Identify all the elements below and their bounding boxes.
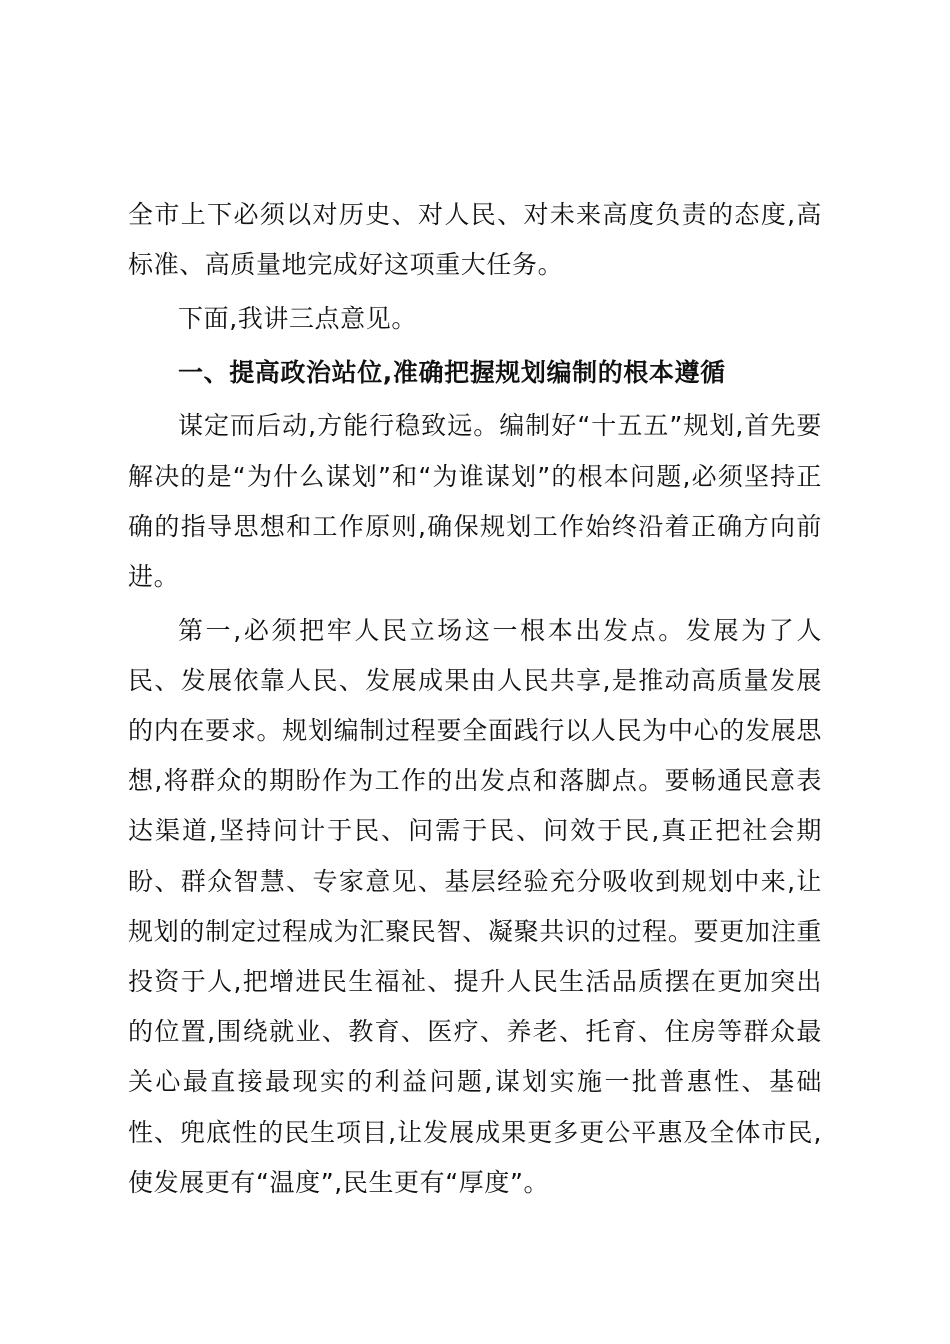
document-body [128,190,822,1208]
paragraph-continuation: 全市上下必须以对历史、对人民、对未来高度负责的态度,高标准、高质量地完成好这项重大任务。 [128,200,822,280]
section-heading: 一、提高政治站位,准确把握规划编制的根本遵循 [178,357,726,387]
paragraph-intro: 下面,我讲三点意见。 [178,303,417,333]
paragraph-point-one: 第一,必须把牢人民立场这一根本出发点。发展为了人民、发展依靠人民、发展成果由人民共享,是推动高质量发展的内在要求。规划编制过程要全面践行以人民为中心的发展思想,将群众的期盼作为工作的出发点和落脚点。要畅通民意表达渠道,坚持问计于民、问需于民、问效于民,真正把社会期盼、群众智慧、专家意见、基层经验充分吸收到规划中来,让规划的制定过程成为汇聚民智、凝聚共识的过程。要更加注重投资于人,把增进民生福祉、提升人民生活品质摆在更加突出的位置,围绕就业、教育、医疗、养老、托育、住房等群众最关心最直接最现实的利益问题,谋划实施一批普惠性、基础性、兜底性的民生项目,让发展成果更多更公平惠及全体市民,使发展更有“温度”,民生更有“厚度”。 [128,615,822,1197]
paragraph-section-intro: 谋定而后动,方能行稳致远。编制好“十五五”规划,首先要解决的是“为什么谋划”和“为谁谋划”的根本问题,必须坚持正确的指导思想和工作原则,确保规划工作始终沿着正确方向前进。 [128,411,822,591]
